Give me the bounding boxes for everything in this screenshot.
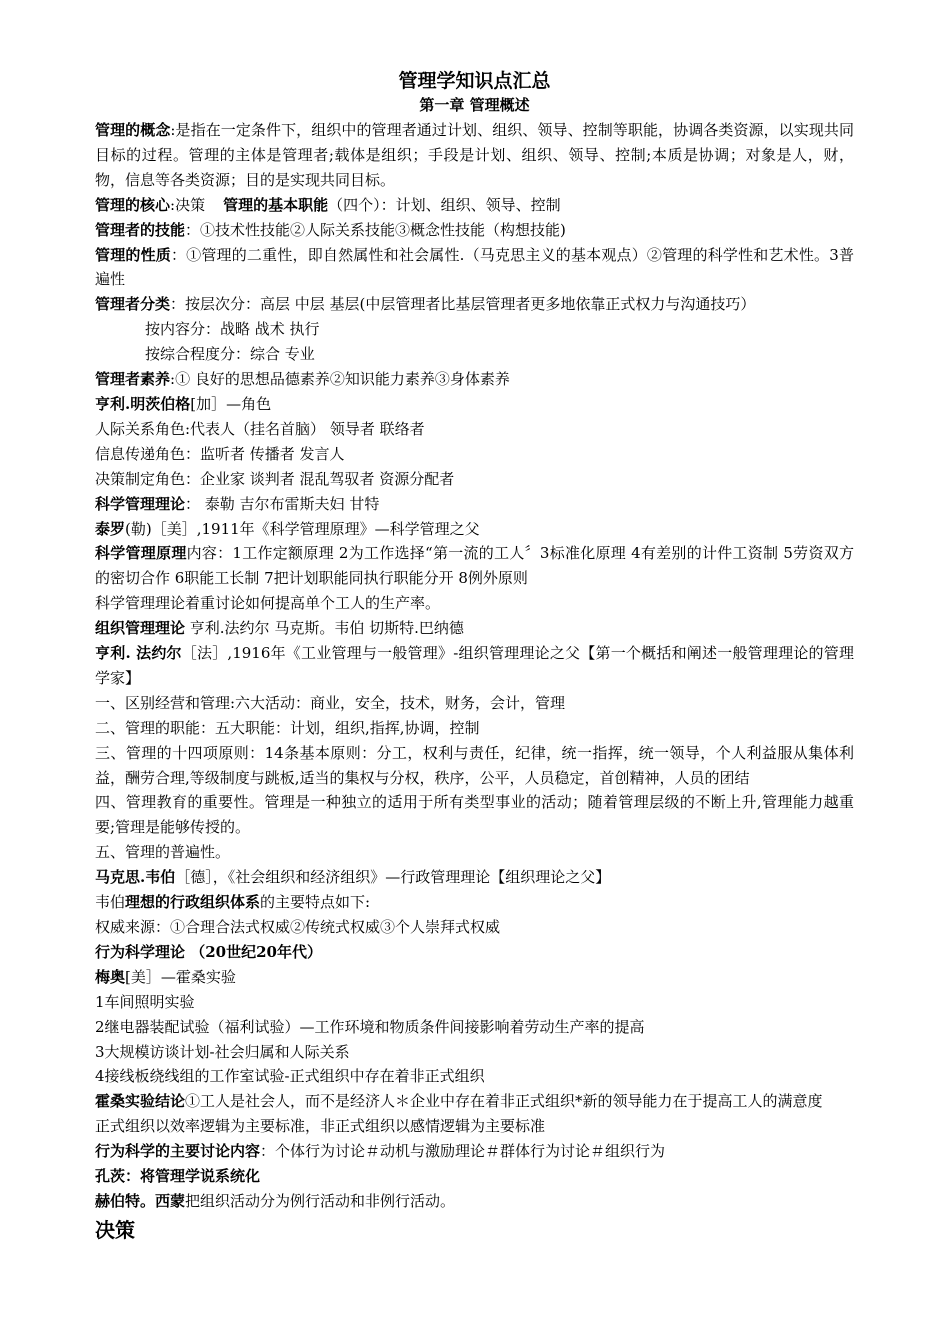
term-label: 科学管理原理 xyxy=(95,544,187,563)
paragraph-fayol-4: 四、管理教育的重要性。管理是一种独立的适用于所有类型事业的活动；随着管理层级的不断上升,管理能力越重要;管理是能够传授的。 xyxy=(95,793,854,837)
term-label: 梅奥 xyxy=(95,967,126,986)
paragraph-weber-system xyxy=(95,890,854,915)
paragraph-interpersonal-roles: 人际关系角色:代表人（挂名首脑） 领导者 联络者 xyxy=(95,419,425,438)
term-text: [加］—角色 xyxy=(190,394,272,413)
paragraph-manager-qualities xyxy=(95,367,854,392)
paragraph-mintzberg xyxy=(95,392,854,417)
term-label: 管理的性质 xyxy=(95,245,171,264)
paragraph-authority-sources: 权威来源：①合理合法式权威②传统式权威③个人崇拜式权威 xyxy=(95,918,501,936)
term-text: (勒)［美］,1911年《科学管理原理》—科学管理之父 xyxy=(125,519,480,538)
paragraph-management-core xyxy=(95,193,854,218)
paragraph-by-content: 按内容分：战略 战术 执行 xyxy=(145,320,320,339)
paragraph-experiment-4: 4接线板绕线组的工作室试验-正式组织中存在着非正式组织 xyxy=(95,1067,485,1086)
term-label: 亨利.明茨伯格 xyxy=(95,394,191,413)
paragraph-by-scope: 按综合程度分：综合 专业 xyxy=(145,345,315,364)
paragraph-fayol-2: 二、管理的职能：五大职能：计划，组织,指挥,协调，控制 xyxy=(95,718,480,737)
term-label: 赫伯特。西蒙 xyxy=(95,1191,186,1210)
term-text: ：①管理的二重性，即自然属性和社会属性.（马克思主义的基本观点）②管理的科学性和艺术性。3普遍性 xyxy=(95,245,854,289)
term-label: 管理的概念 xyxy=(95,121,171,139)
term-label: 管理者素养 xyxy=(95,370,171,389)
term-text: ：个体行为讨论＃动机与激励理论＃群体行为讨论＃组织行为 xyxy=(260,1142,666,1161)
term-text: 韦伯 xyxy=(95,893,126,912)
term-label: 霍桑实验结论 xyxy=(95,1092,186,1111)
paragraph-formal-informal: 正式组织以效率逻辑为主要标准，非正式组织以感情逻辑为主要标准 xyxy=(95,1117,546,1136)
term-text: :① 良好的思想品德素养②知识能力素养③身体素养 xyxy=(170,370,510,389)
paragraph-simon xyxy=(95,1189,854,1214)
paragraph-fayol-1: 一、区别经营和管理:六大活动：商业，安全，技术，财务，会计，管理 xyxy=(95,693,566,712)
term-text: 的主要特点如下: xyxy=(260,893,371,912)
term-label: 管理者的技能 xyxy=(95,220,186,239)
paragraph-behavioral-topics xyxy=(95,1139,854,1164)
term-label: 马克思.韦伯 xyxy=(95,868,176,887)
term-label: 管理的核心 xyxy=(95,195,171,214)
paragraph-management-concept xyxy=(95,118,854,193)
term-text: ［法］,1916年《工业管理与一般管理》-组织管理理论之父【第一个概括和阐述一般管理理论的管理学家】 xyxy=(95,644,854,687)
section-heading-decision: 决策 xyxy=(95,1217,135,1242)
term-label: 管理的基本职能 xyxy=(223,195,329,214)
term-label: 科学管理理论 xyxy=(95,494,186,513)
term-text: 内容：1工作定额原理 2为工作选择“第一流的工人〞3标准化原理 4有差别的计件工资制 5劳资双方的密切合作 6职能工长制 7把计划职能同执行职能分开 8例外原则 xyxy=(95,544,854,588)
paragraph-mayo xyxy=(95,965,854,990)
term-text: ：按层次分：高层 中层 基层(中层管理者比基层管理者更多地依靠正式权力与沟通技巧） xyxy=(170,295,756,314)
paragraph-fayol-5: 五、管理的普遍性。 xyxy=(95,843,231,862)
document-title: 管理学知识点汇总 xyxy=(398,70,551,92)
term-label: 泰罗 xyxy=(95,519,126,538)
paragraph-scientific-principles xyxy=(95,541,854,591)
term-label: 行为科学的主要讨论内容 xyxy=(95,1142,261,1161)
term-text: [美］—霍桑实验 xyxy=(125,967,236,986)
paragraph-experiment-1: 1车间照明实验 xyxy=(95,992,195,1011)
paragraph-scientific-management xyxy=(95,492,854,517)
paragraph-management-nature xyxy=(95,243,854,293)
paragraph-hawthorne-conclusion xyxy=(95,1089,854,1114)
paragraph-manager-classification xyxy=(95,292,854,317)
term-text: 亨利.法约尔 马克斯。韦伯 切斯特.巴纳德 xyxy=(185,619,464,638)
term-text: ①工人是社会人，而不是经济人＊企业中存在着非正式组织*新的领导能力在于提高工人的满意度 xyxy=(185,1092,823,1111)
paragraph-productivity: 科学管理理论着重讨论如何提高单个工人的生产率。 xyxy=(95,594,441,613)
term-text: （四个）：计划、组织、领导、控制 xyxy=(328,195,561,214)
paragraph-decisional-roles: 决策制定角色：企业家 谈判者 混乱驾驭者 资源分配者 xyxy=(95,469,455,488)
term-text: :决策 xyxy=(170,195,206,214)
chapter-heading: 第一章 管理概述 xyxy=(419,96,530,114)
paragraph-fayol xyxy=(95,641,854,691)
term-text: :是指在一定条件下，组织中的管理者通过计划、组织、领导、控制等职能，协调各类资源，以实现共同目标的过程。管理的主体是管理者;载体是组织；手段是计划、组织、领导、控制;本质是协调；对象是人，财，物，信息等各类资源；目的是实现共同目标。 xyxy=(95,121,854,189)
paragraph-manager-skills xyxy=(95,218,854,243)
paragraph-taylor xyxy=(95,517,854,542)
term-label: 组织管理理论 xyxy=(95,619,186,638)
paragraph-informational-roles: 信息传递角色：监听者 传播者 发言人 xyxy=(95,444,345,463)
term-label: 理想的行政组织体系 xyxy=(125,893,261,912)
paragraph-experiment-2: 2继电器装配试验（福利试验）—工作环境和物质条件间接影响着劳动生产率的提高 xyxy=(95,1017,645,1036)
paragraph-experiment-3: 3大规模访谈计划-社会归属和人际关系 xyxy=(95,1042,350,1061)
term-text: ： 泰勒 吉尔布雷斯夫妇 甘特 xyxy=(185,494,380,513)
term-label: 亨利. 法约尔 xyxy=(95,644,182,663)
term-text: ［德］，《社会组织和经济组织》—行政管理理论【组织理论之父】 xyxy=(175,868,611,887)
term-label: 管理者分类 xyxy=(95,295,171,314)
term-text: 把组织活动分为例行活动和非例行活动。 xyxy=(185,1191,456,1210)
paragraph-weber xyxy=(95,865,854,890)
paragraph-organization-theory xyxy=(95,616,854,641)
paragraph-koontz: 孔茨：将管理学说系统化 xyxy=(95,1167,261,1186)
paragraph-behavioral-science: 行为科学理论 （20世纪20年代） xyxy=(95,942,322,961)
paragraph-fayol-3: 三、管理的十四项原则：14条基本原则：分工，权利与责任，纪律，统一指挥，统一领导，个人利益服从集体利益，酬劳合理,等级制度与跳板,适当的集权与分权，秩序，公平，人员稳定，首创精神，人员的团结 xyxy=(95,743,854,787)
term-text: ：①技术性技能②人际关系技能③概念性技能（构想技能) xyxy=(185,220,566,239)
